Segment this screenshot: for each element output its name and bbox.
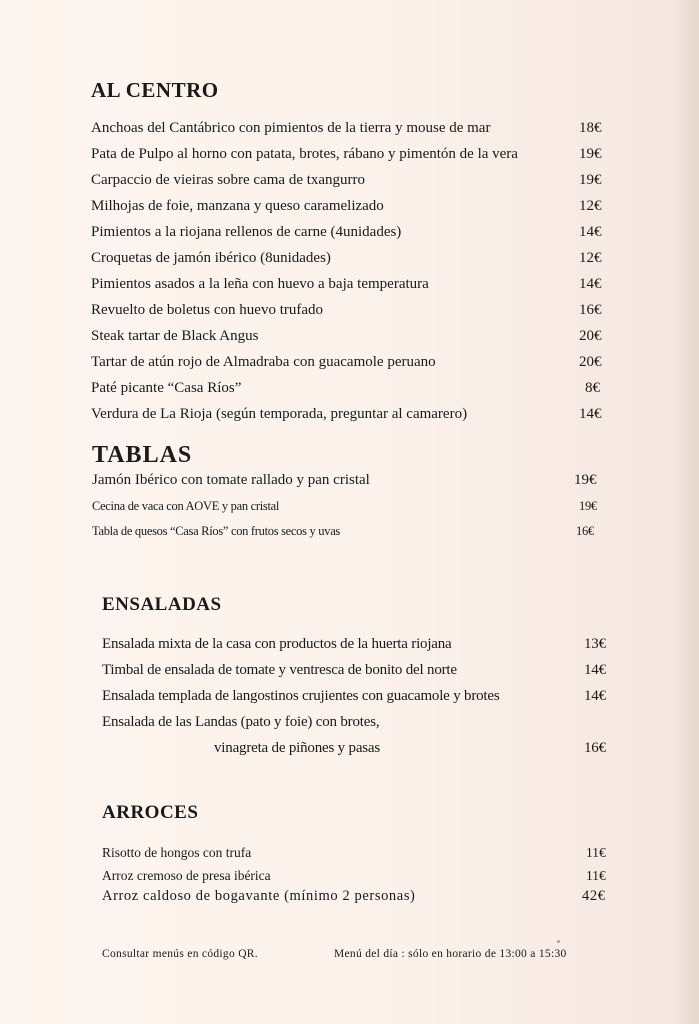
item-price: 19€ bbox=[579, 172, 602, 188]
item-name: Milhojas de foie, manzana y queso caramelizado bbox=[91, 198, 384, 214]
item-name: Arroz caldoso de bogavante (mínimo 2 personas) bbox=[102, 888, 416, 904]
item-price: 12€ bbox=[579, 198, 602, 214]
item-name: Croquetas de jamón ibérico (8unidades) bbox=[91, 250, 331, 266]
item-name: Steak tartar de Black Angus bbox=[91, 328, 259, 344]
item-price: 12€ bbox=[579, 250, 602, 266]
item-name: Paté picante “Casa Ríos” bbox=[91, 380, 242, 396]
item-name: Verdura de La Rioja (según temporada, preguntar al camarero) bbox=[91, 406, 468, 422]
item-price: 19€ bbox=[579, 146, 602, 162]
item-name: Ensalada de las Landas (pato y foie) con brotes, bbox=[102, 714, 380, 730]
item-price: 14€ bbox=[584, 688, 606, 704]
footer-menu-del-dia: Menú del día : sólo en horario de 13:00 a 15:30 bbox=[334, 948, 567, 960]
section-title: ARROCES bbox=[102, 802, 199, 823]
item-name: Jamón Ibérico con tomate rallado y pan cristal bbox=[92, 472, 370, 488]
section-ensaladas bbox=[102, 594, 642, 764]
item-price: 19€ bbox=[579, 499, 597, 513]
item-name: Ensalada mixta de la casa con productos de la huerta riojana bbox=[102, 636, 452, 652]
item-price: 14€ bbox=[579, 406, 602, 422]
item-name: Risotto de hongos con trufa bbox=[102, 845, 252, 860]
item-name: Revuelto de boletus con huevo trufado bbox=[91, 302, 324, 318]
item-name: Ensalada templada de langostinos crujientes con guacamole y brotes bbox=[102, 688, 500, 704]
item-price: 20€ bbox=[579, 354, 602, 370]
item-price: 11€ bbox=[586, 845, 606, 860]
item-name: Carpaccio de vieiras sobre cama de txangurro bbox=[91, 172, 366, 188]
item-name: Pimientos asados a la leña con huevo a baja temperatura bbox=[91, 276, 429, 292]
item-price: 18€ bbox=[579, 120, 602, 136]
item-price: 14€ bbox=[579, 276, 602, 292]
item-price: 19€ bbox=[574, 472, 597, 488]
item-name-line2: vinagreta de piñones y pasas bbox=[214, 740, 381, 756]
section-tablas bbox=[92, 442, 632, 552]
item-price: 13€ bbox=[584, 636, 606, 652]
item-name: Cecina de vaca con AOVE y pan cristal bbox=[92, 499, 280, 513]
item-price: 16€ bbox=[584, 740, 606, 756]
item-price: 16€ bbox=[579, 302, 602, 318]
footer-qr-note: Consultar menús en código QR. bbox=[102, 948, 258, 960]
item-name: Timbal de ensalada de tomate y ventresca de bonito del norte bbox=[102, 662, 457, 678]
item-price: 14€ bbox=[579, 224, 602, 240]
item-price: 16€ bbox=[576, 524, 594, 538]
item-name: Pata de Pulpo al horno con patata, brotes, rábano y pimentón de la vera bbox=[91, 146, 518, 162]
item-price: 42€ bbox=[582, 888, 606, 904]
item-name: Tabla de quesos “Casa Ríos” con frutos secos y uvas bbox=[92, 524, 341, 538]
section-al-centro bbox=[91, 78, 631, 428]
item-price: 14€ bbox=[584, 662, 606, 678]
section-title: TABLAS bbox=[92, 442, 193, 468]
item-name: Anchoas del Cantábrico con pimientos de la tierra y mouse de mar bbox=[91, 120, 491, 136]
paper-mark bbox=[557, 940, 560, 943]
item-name: Pimientos a la riojana rellenos de carne (4unidades) bbox=[91, 224, 402, 240]
item-price: 8€ bbox=[585, 380, 600, 396]
section-title: AL CENTRO bbox=[91, 78, 219, 102]
section-title: ENSALADAS bbox=[102, 594, 222, 615]
item-name: Tartar de atún rojo de Almadraba con guacamole peruano bbox=[91, 354, 436, 370]
section-arroces bbox=[102, 802, 642, 912]
item-name: Arroz cremoso de presa ibérica bbox=[102, 868, 271, 883]
item-price: 20€ bbox=[579, 328, 602, 344]
item-price: 11€ bbox=[586, 868, 606, 883]
